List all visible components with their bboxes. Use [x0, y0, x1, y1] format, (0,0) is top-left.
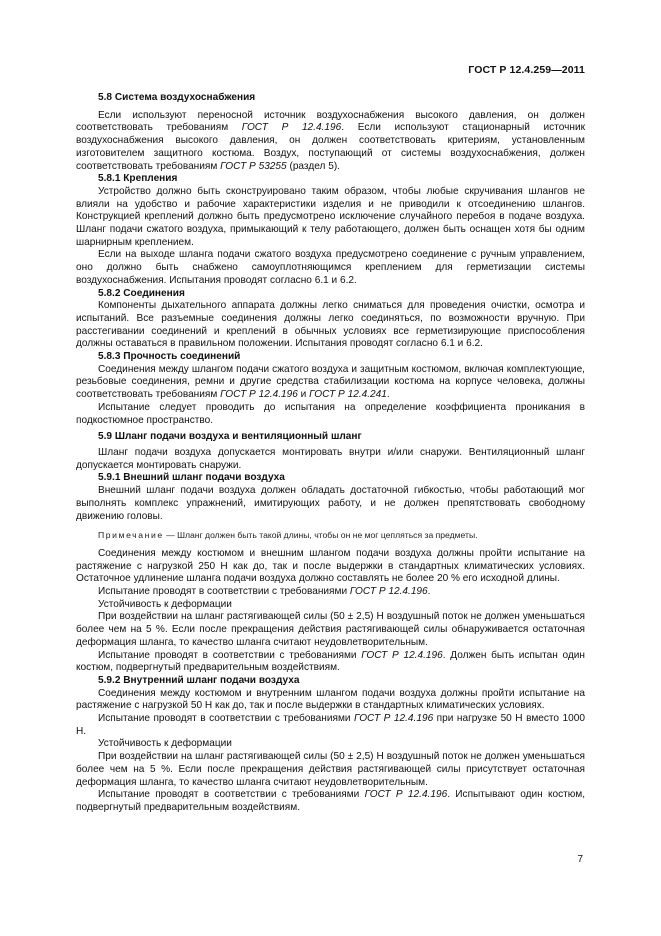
note	[76, 529, 585, 542]
note-label: Примечание	[98, 530, 164, 541]
paragraph	[76, 650, 585, 675]
text-run: и	[297, 389, 310, 401]
paragraph	[76, 186, 585, 250]
standard-reference: ГОСТ Р 12.4.196	[349, 586, 428, 598]
section-heading: 5.9 Шланг подачи воздуха и вентиляционный шланг	[98, 431, 362, 443]
paragraph	[76, 447, 585, 472]
text-run: Соединения между костюмом и внутренним шлангом подачи воздуха должны пройти испытание на растяжение с нагрузкой 50 Н как до, так и после выдержки в стандартных климатических условиях.	[76, 687, 585, 712]
text-run: Испытание проводят в соответствии с требованиями	[98, 649, 362, 661]
text-run: Соединения между костюмом и внешним шлангом подачи воздуха должны пройти испытание на растяжение с нагрузкой 250 Н как до, так и после выдержки в стандартных климатических условиях. Остаточное удлинение шланга подачи воздуха должно составлять не более 20 % его исходной длины.	[76, 547, 585, 585]
text-run: Испытание проводят в соответствии с требованиями	[98, 789, 365, 801]
paragraph	[76, 586, 585, 599]
text-run: (раздел 5).	[286, 160, 340, 172]
paragraph	[76, 789, 585, 814]
standard-reference: ГОСТ Р 12.4.196	[364, 789, 448, 801]
text-run: при нагрузке 50 Н вместо 1000 Н.	[76, 713, 585, 737]
text-run: Если используют переносной источник воздухоснабжения высокого давления, он должен соответствовать требованиям	[76, 109, 585, 134]
paragraph	[76, 611, 585, 649]
document-code: ГОСТ Р 12.4.259—2011	[468, 64, 585, 76]
text-run: Компоненты дыхательного аппарата должны легко сниматься для проведения очистки, осмотра и испытаний. Все разъемные соединения должны легко соединяться, по возможности вручную. При расстегивании соединений и креплений в обычных условиях все герметизирующие приспособления должны оставаться в правильном положении. Испытания проводят согласно 6.1 и 6.2.	[76, 300, 585, 350]
paragraph	[76, 110, 585, 174]
paragraph	[76, 249, 585, 287]
text-run: Испытание следует проводить до испытания на определение коэффициента проникания в подкостюмное пространство.	[76, 401, 585, 426]
section-heading: 5.8 Система воздухоснабжения	[98, 92, 256, 103]
paragraph	[76, 599, 585, 612]
text-run: Устойчивость к деформации	[98, 738, 232, 750]
text-run: . Испытывают один костюм, подвергнутый предварительным воздействиям.	[76, 789, 586, 813]
text-run: Испытание проводят в соответствии с требованиями	[98, 713, 355, 725]
standard-reference: ГОСТ Р 12.4.196	[241, 122, 342, 134]
paragraph	[76, 548, 585, 586]
section-heading: 5.9.1 Внешний шланг подачи воздуха	[98, 472, 285, 484]
section-heading: 5.8.3 Прочность соединений	[98, 351, 241, 363]
standard-reference: ГОСТ Р 12.4.196	[361, 649, 443, 661]
page-number: 7	[577, 854, 583, 865]
standard-reference: ГОСТ Р 53255	[220, 160, 287, 172]
paragraph	[76, 300, 585, 351]
paragraph	[76, 751, 585, 789]
paragraph	[76, 713, 585, 738]
text-run: При воздействии на шланг растягивающей силы (50 ± 2,5) Н воздушный поток не должен уменьшаться более чем на 5 %. Если после прекращения действия растягивающей силы обнаруживается остаточная деформация шланга, то качество шланга считают неудовлетворительным.	[76, 611, 585, 648]
section-heading: 5.9.2 Внутренний шланг подачи воздуха	[98, 674, 300, 686]
section-heading: 5.8.1 Крепления	[98, 173, 178, 185]
text-run: . Должен быть испытан один костюм, подвергнутый предварительным воздействиям.	[76, 649, 585, 674]
text-run: При воздействии на шланг растягивающей силы (50 ± 2,5) Н воздушный поток не должен уменьшаться более чем на 5 %. Если после прекращения действия растягивающей силы присутствует остаточная деформация шланга, то качество шланга считают неудовлетворительным.	[76, 751, 585, 788]
text-run: Устойчивость к деформации	[98, 598, 232, 610]
section-heading: 5.8.2 Соединения	[98, 287, 185, 299]
text-run: Испытание проводят в соответствии с требованиями	[98, 586, 350, 598]
text-run: Внешний шланг подачи воздуха должен обладать достаточной гибкостью, чтобы работающий мог выполнять комплекс упражнений, имитирующих работу, и не должен препятствовать свободному движению головы.	[76, 485, 585, 522]
paragraph	[76, 402, 585, 427]
text-run: Устройство должно быть сконструировано таким образом, чтобы любые скручивания шлангов не влияли на удобство и рабочие характеристики изделия и не приводили к отсоединению шлангов. Конструкцией креплений должно быть предусмотрено исключение случайного перебоя в подаче воздуха. Шланг подачи сжатого воздуха, примыкающий к телу работающего, должен быть оснащен хотя бы одним шарнирным креплением.	[76, 185, 585, 248]
standard-reference: ГОСТ Р 12.4.196	[220, 389, 298, 401]
note-text: — Шланг должен быть такой длины, чтобы он не мог цепляться за предметы.	[163, 530, 478, 541]
standard-reference: ГОСТ Р 12.4.196	[354, 713, 434, 725]
text-run: .	[386, 389, 390, 401]
standard-reference: ГОСТ Р 12.4.241	[309, 389, 387, 401]
document-body	[76, 92, 585, 815]
text-run: Если на выходе шланга подачи сжатого воздуха предусмотрено соединение с ручным управлением, оно должно быть снабжено самоуплотняющимся креплением для герметизации системы воздухоснабжения. Испытания проводят согласно 6.1 и 6.2.	[76, 249, 585, 286]
text-run: . Если используют стационарный источник воздухоснабжения высокого давления, он должен соответствовать критериям, установленным изготовителем защитного костюма. Воздух, поступающий от системы воздухоснабжения, должен соответствовать требованиям	[76, 122, 586, 172]
paragraph	[76, 738, 585, 751]
text-run: Соединения между шлангом подачи сжатого воздуха и защитным костюмом, включая комплектующие, резьбовые соединения, ремни и другие средства стабилизации костюма на корпусе человека, должны соответствовать требованиям	[76, 363, 585, 401]
paragraph	[76, 364, 585, 402]
paragraph	[76, 688, 585, 713]
text-run: .	[427, 586, 431, 598]
paragraph	[76, 485, 585, 523]
text-run: Шланг подачи воздуха допускается монтировать внутри и/или снаружи. Вентиляционный шланг допускается монтировать снаружи.	[76, 446, 585, 471]
